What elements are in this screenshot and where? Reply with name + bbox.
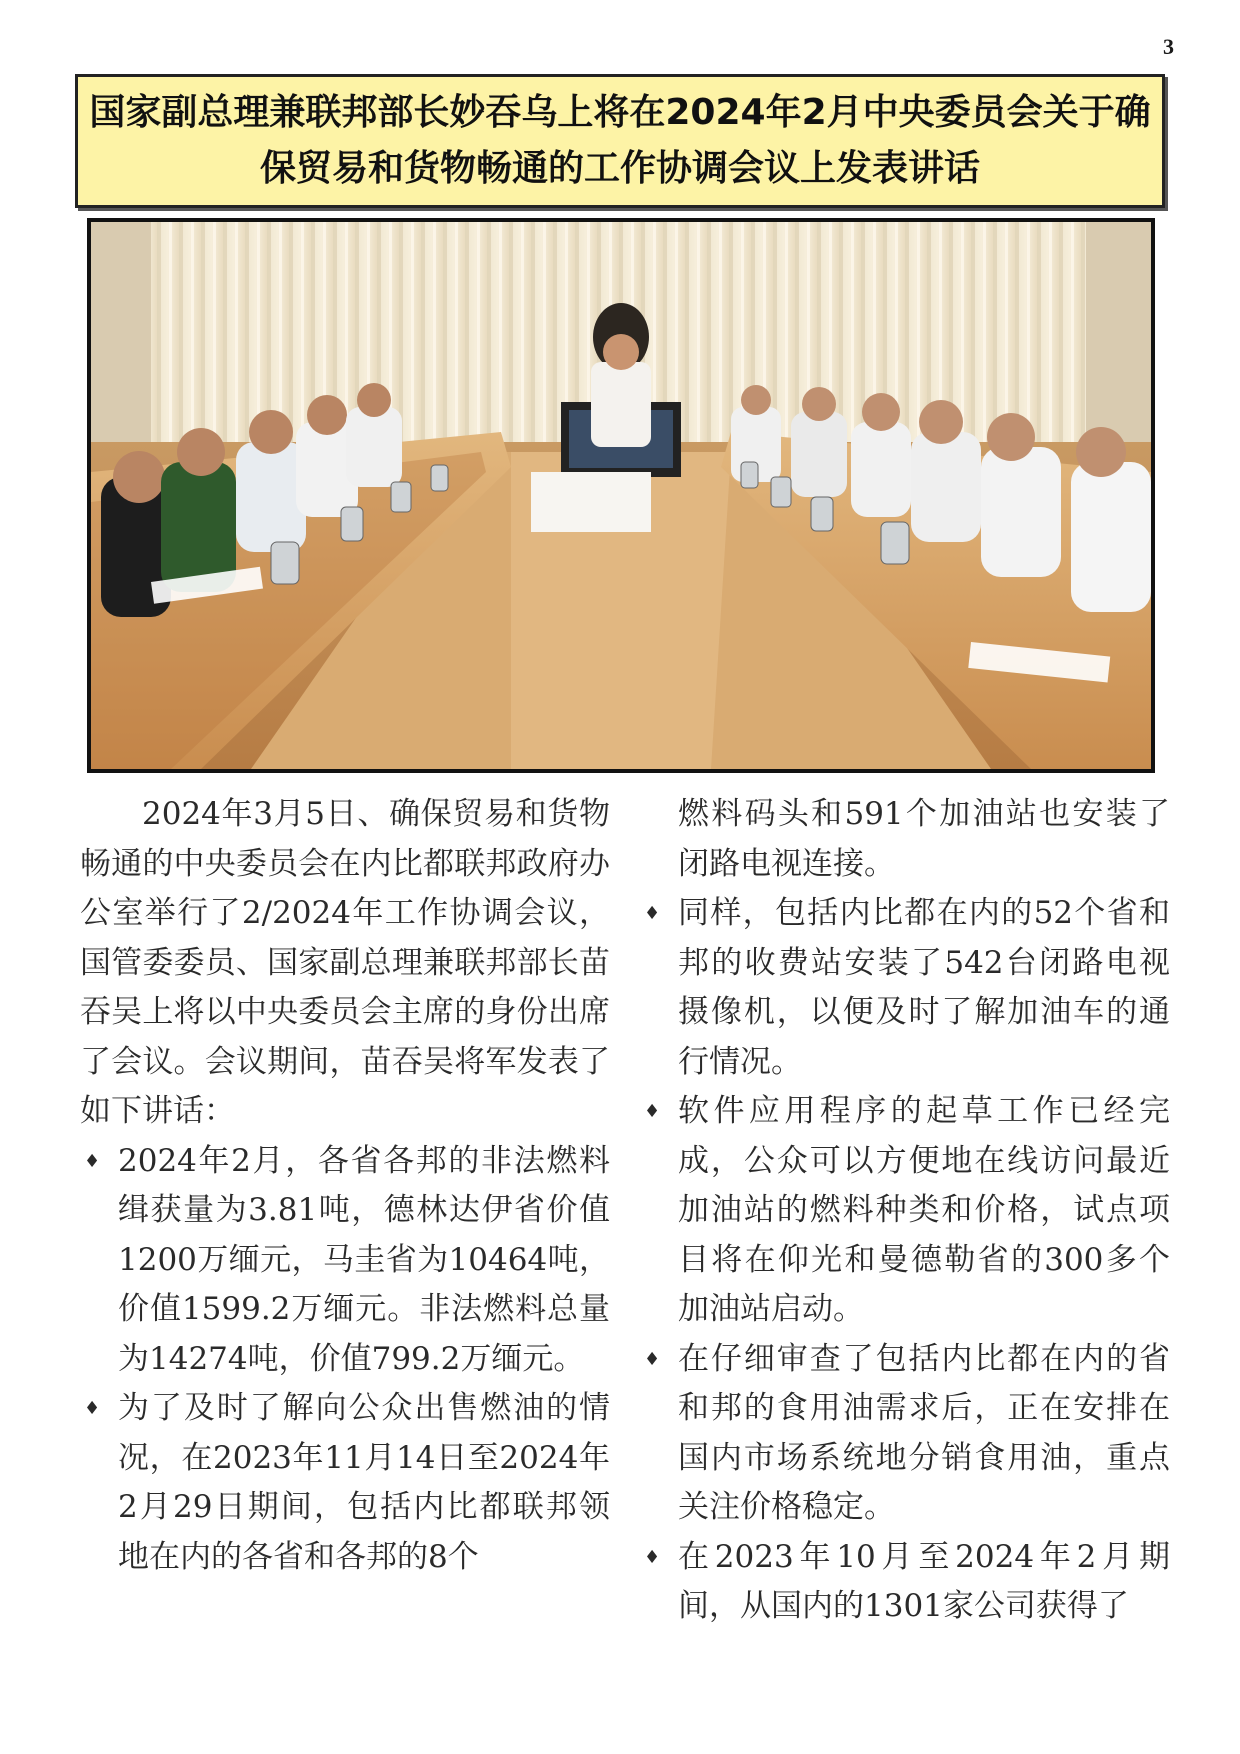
diamond-bullet-icon: ♦ bbox=[84, 1150, 101, 1172]
left-column bbox=[80, 790, 610, 1582]
bullet-item bbox=[80, 1384, 610, 1582]
bullet-item bbox=[640, 1533, 1170, 1632]
bullet-text: 2024年2月，各省各邦的非法燃料缉获量为3.81吨，德林达伊省价值1200万缅元，马圭省为10464吨，价值1599.2万缅元。非法燃料总量为14274吨，价值799.2万缅元。 bbox=[118, 1142, 610, 1377]
bullet-item bbox=[640, 1087, 1170, 1335]
headline-box bbox=[75, 74, 1165, 208]
right-column bbox=[640, 790, 1170, 1632]
diamond-bullet-icon: ♦ bbox=[84, 1398, 101, 1419]
diamond-bullet-icon: ♦ bbox=[644, 1546, 661, 1568]
headline-line-2: 保贸易和货物畅通的工作协调会议上发表讲话 bbox=[259, 148, 980, 189]
diamond-bullet-icon: ♦ bbox=[644, 1101, 661, 1122]
bullet-item bbox=[640, 1335, 1170, 1533]
bullet-text: 在仔细审查了包括内比都在内的省和邦的食用油需求后，正在安排在国内市场系统地分销食用油，重点关注价格稳定。 bbox=[678, 1340, 1170, 1525]
bullet-text: 为了及时了解向公众出售燃油的情况，在2023年11月14日至2024年2月29日期间，包括内比都联邦领地在内的各省和各邦的8个 bbox=[118, 1390, 610, 1575]
bullet-item bbox=[640, 889, 1170, 1087]
meeting-photo bbox=[87, 218, 1155, 773]
bullet-item bbox=[80, 1137, 610, 1385]
bullet-text: 在2023年10月至2024年2月期间，从国内的1301家公司获得了 bbox=[678, 1538, 1170, 1624]
meeting-photo-illustration bbox=[91, 222, 1151, 769]
bullet-text: 软件应用程序的起草工作已经完成，公众可以方便地在线访问最近加油站的燃料种类和价格，试点项目将在仰光和曼德勒省的300多个加油站启动。 bbox=[678, 1093, 1170, 1327]
continued-bullet-text: 燃料码头和591个加油站也安装了闭路电视连接。 bbox=[678, 796, 1170, 882]
diamond-bullet-icon: ♦ bbox=[644, 903, 661, 924]
bullet-text: 同样，包括内比都在内的52个省和邦的收费站安装了542台闭路电视摄像机，以便及时了解加油车的通行情况。 bbox=[678, 895, 1170, 1080]
page-number: 3 bbox=[1163, 34, 1174, 59]
headline-line-1: 国家副总理兼联邦部长妙吞乌上将在2024年2月中央委员会关于确 bbox=[89, 92, 1151, 133]
diamond-bullet-icon: ♦ bbox=[644, 1348, 661, 1370]
intro-paragraph: 2024年3月5日、确保贸易和货物畅通的中央委员会在内比都联邦政府办公室举行了2/2024年工作协调会议，国管委委员、国家副总理兼联邦部长苗吞吴上将以中央委员会主席的身份出席了会议。会议期间，苗吞吴将军发表了如下讲话： bbox=[80, 796, 610, 1129]
